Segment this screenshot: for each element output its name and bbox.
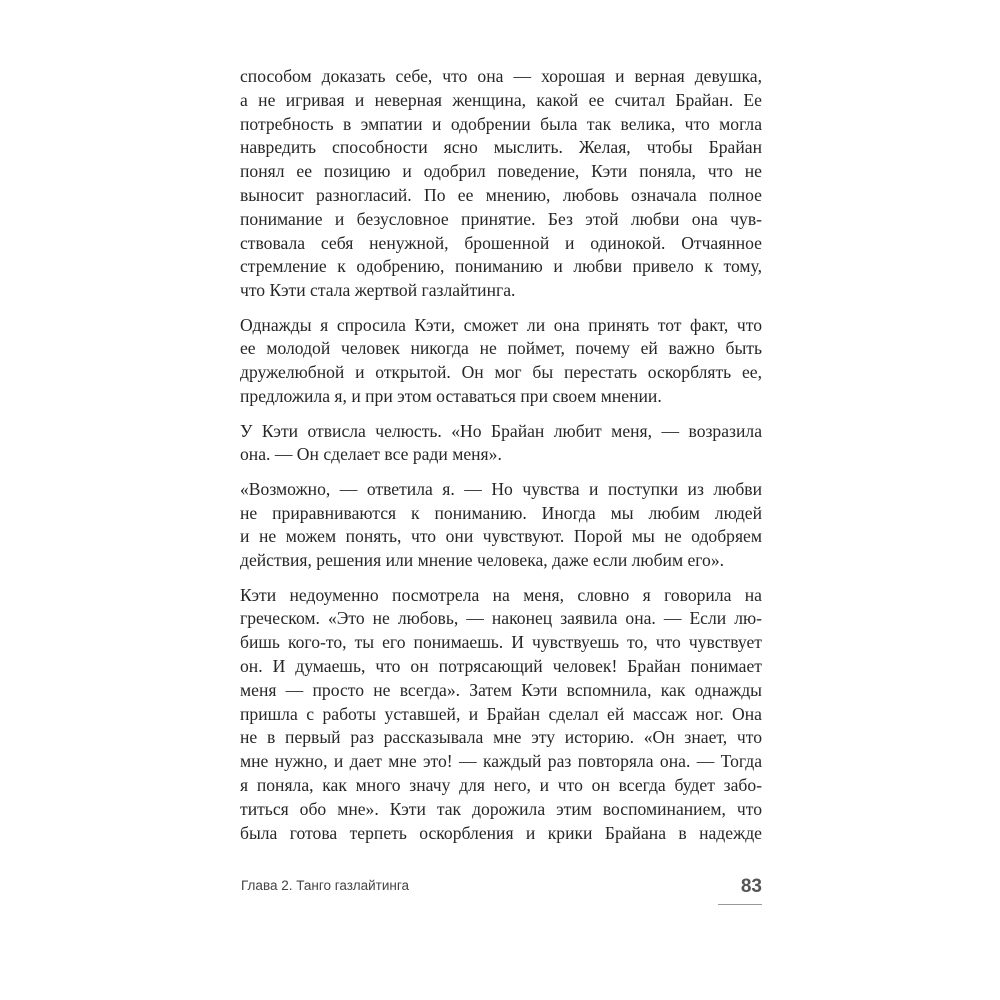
body-text xyxy=(240,65,762,856)
text-line: потребность в эмпатии и одобрении была так велика, что могла xyxy=(240,113,762,134)
paragraph xyxy=(240,478,762,573)
text-line: и не можем понять, что они чувствуют. Порой мы не одобряем xyxy=(240,526,762,547)
text-line: понимание и безусловное принятие. Без этой любви она чув- xyxy=(240,208,762,229)
text-line: она. — Он сделает все ради меня». xyxy=(240,444,502,465)
text-line: ее молодой человек никогда не поймет, почему ей важно быть xyxy=(240,338,762,359)
paragraph xyxy=(240,584,762,846)
text-line: способом доказать себе, что она — хорошая и верная девушка, xyxy=(240,66,762,86)
page-number-underline xyxy=(718,904,762,905)
running-footer-chapter: Глава 2. Танго газлайтинга xyxy=(241,878,409,893)
text-line: Кэти недоуменно посмотрела на меня, словно я говорила на xyxy=(240,584,762,605)
page-number: 83 xyxy=(740,876,762,897)
text-line: Однажды я спросила Кэти, сможет ли она принять тот факт, что xyxy=(240,314,762,335)
text-line: стремление к одобрению, пониманию и любви привело к тому, xyxy=(240,256,762,277)
text-line: была готова терпеть оскорбления и крики Брайана в надежде xyxy=(240,822,762,843)
paragraph xyxy=(240,65,762,303)
text-line: «Возможно, — ответила я. — Но чувства и поступки из любви xyxy=(240,478,762,499)
text-line: греческом. «Это не любовь, — наконец заявила она. — Если лю- xyxy=(240,608,762,629)
text-line: а не игривая и неверная женщина, какой ее считал Брайан. Ее xyxy=(240,89,762,110)
text-line: меня — просто не всегда». Затем Кэти вспомнила, как однажды xyxy=(240,679,762,700)
paragraph xyxy=(240,420,762,468)
text-line: понял ее позицию и одобрил поведение, Кэти поняла, что не xyxy=(240,161,762,182)
text-line: он. И думаешь, что он потрясающий человек! Брайан понимает xyxy=(240,656,762,677)
text-line: действия, решения или мнение человека, даже если любим его». xyxy=(240,550,725,571)
text-line: не приравниваются к пониманию. Иногда мы любим людей xyxy=(240,502,762,523)
text-line: что Кэти стала жертвой газлайтинга. xyxy=(240,280,516,301)
paragraph xyxy=(240,314,762,409)
text-line: ствовала себя ненужной, брошенной и одинокой. Отчаянное xyxy=(240,232,762,253)
text-line: дружелюбной и открытой. Он мог бы перестать оскорблять ее, xyxy=(240,362,762,383)
text-line: я поняла, как много значу для него, и что он всегда будет забо- xyxy=(240,775,762,796)
text-line: бишь кого-то, ты его понимаешь. И чувствуешь то, что чувствует xyxy=(240,632,762,653)
text-line: навредить способности ясно мыслить. Желая, чтобы Брайан xyxy=(240,137,762,158)
text-line: У Кэти отвисла челюсть. «Но Брайан любит меня, — возразила xyxy=(240,420,762,441)
text-line: предложила я, и при этом оставаться при своем мнении. xyxy=(240,386,662,407)
text-line: не в первый раз рассказывала мне эту историю. «Он знает, что xyxy=(240,727,762,748)
text-line: мне нужно, и дает мне это! — каждый раз повторяла она. — Тогда xyxy=(240,751,762,772)
text-line: титься обо мне». Кэти так дорожила этим воспоминанием, что xyxy=(240,798,762,819)
text-line: выносит разногласий. По ее мнению, любовь означала полное xyxy=(240,184,762,205)
text-line: пришла с работы уставшей, и Брайан сделал ей массаж ног. Она xyxy=(240,703,762,724)
